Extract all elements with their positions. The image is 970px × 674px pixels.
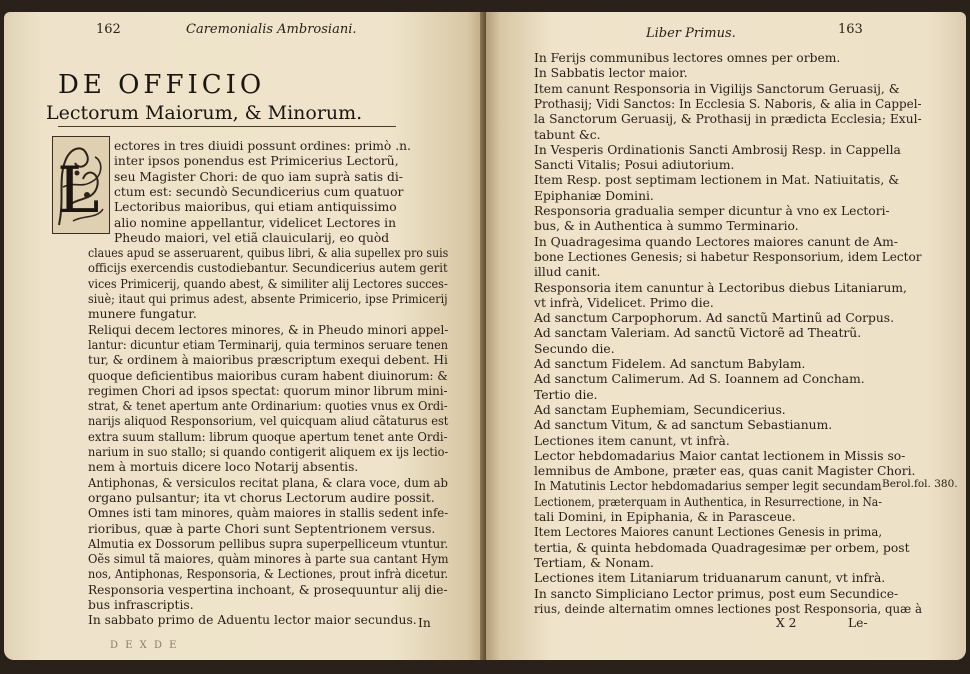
text-line: alio nomine appellantur, videlicet Lectores in: [114, 215, 397, 230]
text-line: Item Lectores Maiores canunt Lectiones Genesis in prima,: [534, 525, 883, 540]
text-line: Ad sanctum Fidelem. Ad sanctum Babylam.: [534, 357, 806, 371]
text-line: tali Domini, in Epiphania, & in Parasceue.: [534, 510, 796, 524]
bleed-through-letters: D E X D E: [110, 640, 179, 651]
text-line: bone Lectiones Genesis; si habetur Responsorium, idem Lector: [534, 249, 922, 264]
catchword-right: Le-: [848, 616, 868, 630]
text-line: la Sanctorum Geruasij, & Prothasij in prædicta Ecclesia; Exul-: [534, 112, 922, 127]
running-head-right: Liber Primus.: [646, 26, 736, 41]
text-line: ctum est: secundò Secundicerius cum quatuor: [114, 184, 404, 199]
text-line: officijs exercendis custodiebantur. Secundicerius autem gerit: [88, 261, 448, 276]
text-line: rioribus, quæ à parte Chori sunt Septentrionem versus.: [88, 521, 436, 536]
text-line: Ad sanctum Vitum, & ad sanctum Sebastianum.: [534, 418, 833, 433]
text-line: Ad sanctum Carpophorum. Ad sanctũ Martinũ ad Corpus.: [534, 311, 895, 326]
text-line: narium in suo stallo; si quando contigerit aliquem ex ijs lectio-: [88, 445, 449, 459]
text-line: Lectionem, præterquam in Authentica, in Resurrectione, in Na-: [534, 494, 882, 509]
text-line: Tertio die.: [534, 387, 598, 402]
text-line: lantur: dicuntur etiam Terminarij, quia terminos seruare tenen: [88, 337, 449, 352]
text-line: Lectiones item canunt, vt infrà.: [534, 433, 730, 448]
text-line: Responsoria gradualia semper dicuntur à vno ex Lectori-: [534, 204, 890, 218]
margin-note: Berol.fol. 380.: [882, 478, 958, 490]
chapter-subtitle: Lectorum Maiorum, & Minorum.: [46, 102, 363, 124]
text-line: ectores in tres diuidi possunt ordines: primò .n.: [114, 139, 411, 153]
text-line: nem à mortuis dicere loco Notarij absentis.: [88, 460, 359, 475]
text-line: In Vesperis Ordinationis Sancti Ambrosij Resp. in Cappella: [534, 142, 901, 157]
text-line: Oẽs simul tã maiores, quàm minores à parte sua cantant Hym: [88, 552, 449, 567]
text-line: Secundo die.: [534, 341, 615, 356]
text-line: rius, deinde alternatim omnes lectiones post Responsoria, quæ à: [534, 601, 922, 616]
text-line: siuè; itaut qui primus adest, absente Primicerio, ipse Primicerij: [88, 292, 448, 306]
text-line: Antiphonas, & versiculos recitat plana, & clara voce, dum ab: [88, 475, 448, 490]
running-head-left: Caremonialis Ambrosiani.: [186, 22, 357, 37]
text-line: tur, & ordinem à maioribus præscriptum exequi debent. Hi: [88, 353, 448, 368]
text-line: Pheudo maiori, vel etiã clauicularij, eo quòd: [114, 230, 390, 245]
right-page: [486, 12, 966, 660]
text-line: Responsoria item canuntur à Lectoribus diebus Litaniarum,: [534, 280, 907, 295]
text-line: illud canit.: [534, 265, 601, 280]
text-line: quoque deficientibus maioribus curam habent diuinorum: &: [88, 368, 448, 383]
left-page: [4, 12, 486, 660]
text-line: extra suum stallum: librum quoque apertum tenet ante Ordi-: [88, 429, 448, 444]
text-line: munere fungatur.: [88, 307, 197, 322]
text-line: Omnes isti tam minores, quàm maiores in stallis sedent infe-: [88, 506, 449, 521]
text-line: Item Resp. post septimam lectionem in Mat. Natiuitatis, &: [534, 173, 900, 188]
decorated-initial-letter: [52, 136, 110, 234]
catchword-left: In: [418, 616, 431, 630]
text-line: Item canunt Responsoria in Vigilijs Sanctorum Geruasij, &: [534, 81, 900, 96]
text-line: bus, & in Authentica à summo Terminario.: [534, 219, 799, 234]
text-line: In sabbato primo de Aduentu lector maior secundus.: [88, 613, 417, 628]
text-line: organo pulsantur; ita vt chorus Lectorum audire possit.: [88, 490, 435, 505]
text-line: Tertiam, & Nonam.: [534, 555, 654, 570]
text-line: In sancto Simpliciano Lector primus, post eum Secundice-: [534, 586, 899, 601]
text-line: In Quadragesima quando Lectores maiores canunt de Am-: [534, 234, 898, 249]
text-line: Reliqui decem lectores minores, & in Pheudo minori appel-: [88, 322, 449, 337]
title-rule: [58, 126, 396, 127]
text-line: nos, Antiphonas, Responsoria, & Lectiones, prout infrà dicetur.: [88, 567, 449, 582]
text-line: lemnibus de Ambone, præter eas, quas canit Magister Chori.: [534, 464, 916, 479]
chapter-title: DE OFFICIO: [58, 70, 266, 100]
text-line: Ad sanctam Euphemiam, Secundicerius.: [534, 402, 786, 417]
text-line: claues apud se asseruarent, quibus libri, & alia supellex pro suis: [88, 246, 449, 261]
text-line: Sancti Vitalis; Posui adiutorium.: [534, 158, 735, 173]
text-line: bus infrascriptis.: [88, 598, 194, 612]
page-number-left: 162: [96, 22, 121, 37]
text-line: Ad sanctum Calimerum. Ad S. Ioannem ad Concham.: [534, 372, 865, 387]
page-number-right: 163: [838, 22, 863, 37]
text-line: vt infrà, Videlicet. Primo die.: [534, 295, 714, 310]
text-line: seu Magister Chori: de quo iam suprà satis di-: [114, 169, 403, 184]
text-line: tertia, & quinta hebdomada Quadragesimæ per orbem, post: [534, 540, 910, 555]
text-line: Lectiones item Litaniarum triduanarum canunt, vt infrà.: [534, 571, 886, 586]
text-line: Lector hebdomadarius Maior cantat lectionem in Missis so-: [534, 448, 906, 463]
text-line: In Sabbatis lector maior.: [534, 66, 688, 81]
text-line: Responsoria vespertina inchoant, & prosequuntur alij die-: [88, 582, 448, 597]
text-line: Ad sanctam Valeriam. Ad sanctũ Victorẽ ad Theatrũ.: [534, 326, 862, 341]
text-line: narijs aliquod Responsorium, vel quicquam aliud cãtaturus est: [88, 414, 449, 429]
signature-mark: X 2: [776, 616, 797, 630]
text-line: strat, & tenet apertum ante Ordinarium: quoties vnus ex Ordi-: [88, 399, 448, 414]
text-line: In Ferijs communibus lectores omnes per orbem.: [534, 51, 841, 65]
initial-letter: L: [57, 154, 100, 228]
text-line: inter ipsos ponendus est Primicerius Lectorũ,: [114, 154, 399, 169]
text-line: Prothasij; Vidi Sanctos: In Ecclesia S. Naboris, & alia in Cappel-: [534, 96, 922, 111]
text-line: In Matutinis Lector hebdomadarius semper legit secundam: [534, 479, 882, 494]
text-line: tabunt &c.: [534, 127, 601, 142]
text-line: Almutia ex Dossorum pellibus supra superpelliceum vtuntur.: [88, 536, 449, 551]
text-line: regimen Chori ad ipsos spectat: quorum minor librum mini-: [88, 383, 448, 398]
text-line: Lectoribus maioribus, qui etiam antiquissimo: [114, 200, 397, 215]
text-line: Epiphaniæ Domini.: [534, 188, 654, 203]
text-line: vices Primicerij, quando abest, & similiter alij Lectores succes-: [88, 276, 448, 291]
